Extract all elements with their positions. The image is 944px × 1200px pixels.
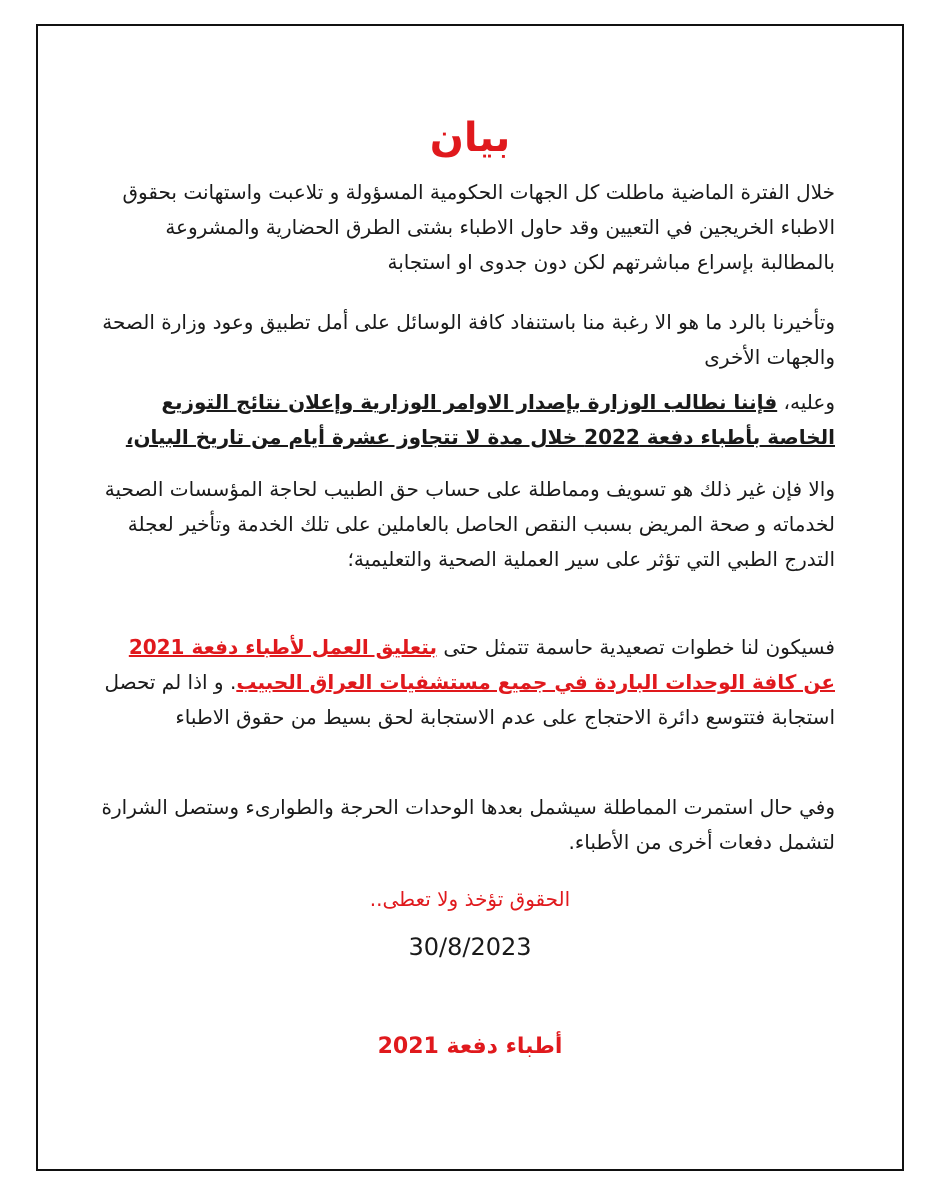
demand-statement: فإننا نطالب الوزارة بإصدار الاوامر الوزارية وإعلان نتائج التوزيع الخاصة بأطباء دفعة 2022 خلال مدة لا تتجاوز عشرة أيام من تاريخ البيان، — [125, 390, 835, 449]
paragraph-5-intro: فسيكون لنا خطوات تصعيدية حاسمة تتمثل حتى — [436, 635, 835, 659]
paragraph-3-intro: وعليه، — [777, 390, 835, 414]
paragraph-5-rest: . و اذا لم تحصل استجابة فتتوسع دائرة الاحتجاج على عدم الاستجابة لحق بسيط من حقوق الاطباء — [104, 670, 835, 729]
paragraph-2: وتأخيرنا بالرد ما هو الا رغبة منا باستنفاد كافة الوسائل على أمل تطبيق وعود وزارة الصحة والجهات الأخرى — [102, 310, 835, 369]
paragraph-5 — [100, 630, 835, 735]
escalation-statement: بتعليق العمل لأطباء دفعة 2021 عن كافة الوحدات الباردة في جميع مستشفيات العراق الحبيب — [128, 635, 835, 694]
paragraph-4: والا فإن غير ذلك هو تسويف ومماطلة على حساب حق الطبيب لحاجة المؤسسات الصحية لخدماته و صحة المريض بسبب النقص الحاصل بالعاملين على تلك الخدمة وتأخير لعجلة التدرج الطبي التي تؤثر على سير العملية الصحية والتعليمية؛ — [104, 477, 835, 571]
paragraph-3 — [100, 385, 835, 455]
signature: أطباء دفعة 2021 — [377, 1034, 563, 1059]
document-title: بيان — [429, 115, 511, 161]
paragraph-1: خلال الفترة الماضية ماطلت كل الجهات الحكومية المسؤولة و تلاعبت واستهانت بحقوق الاطباء الخريجين في التعيين وقد حاول الاطباء بشتى الطرق الحضارية والمشروعة بالمطالبة بإسراع مباشرتهم لكن دون جدوى او استجابة — [122, 180, 835, 274]
slogan: الحقوق تؤخذ ولا تعطى.. — [369, 887, 571, 911]
document-date: 30/8/2023 — [408, 933, 532, 961]
paragraph-6: وفي حال استمرت المماطلة سيشمل بعدها الوحدات الحرجة والطوارىء وستصل الشرارة لتشمل دفعات أخرى من الأطباء. — [101, 795, 835, 854]
